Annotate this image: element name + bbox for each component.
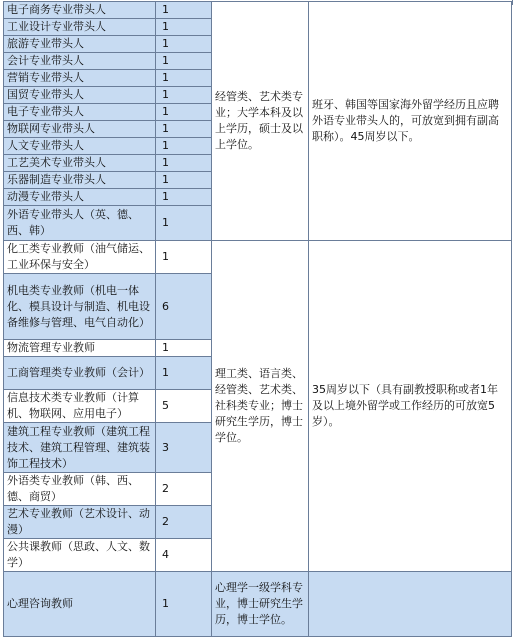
note-cell: 班牙、韩国等国家海外留学经历且应聘外语专业带头人的，可放宽到拥有副高职称）。45周岁以下。 [309,2,512,241]
count-cell: 5 [156,390,212,423]
table-row [4,2,512,19]
position-cell: 旅游专业带头人 [4,36,156,53]
count-cell: 1 [156,121,212,138]
count-cell: 1 [156,206,212,241]
position-cell: 信息技术类专业教师（计算机、物联网、应用电子） [4,390,156,423]
position-cell: 营销专业带头人 [4,70,156,87]
position-cell: 物联网专业带头人 [4,121,156,138]
count-cell: 1 [156,357,212,390]
table-row [4,572,512,637]
requirement-cell: 经管类、艺术类专业；大学本科及以上学历，硕士及以上学位。 [212,2,309,241]
count-cell: 1 [156,36,212,53]
count-cell: 1 [156,104,212,121]
count-cell: 1 [156,87,212,104]
position-cell: 工商管理类专业教师（会计） [4,357,156,390]
count-cell: 1 [156,172,212,189]
count-cell: 1 [156,155,212,172]
count-cell: 1 [156,189,212,206]
count-cell: 1 [156,340,212,357]
position-cell: 动漫专业带头人 [4,189,156,206]
note-cell: 35周岁以下（具有副教授职称或者1年及以上境外留学或工作经历的可放宽5岁）。 [309,241,512,572]
count-cell: 1 [156,19,212,36]
count-cell: 2 [156,473,212,506]
count-cell: 3 [156,423,212,473]
note-cell-empty [309,572,512,637]
count-cell: 1 [156,572,212,637]
table-row [4,241,512,274]
requirement-cell: 理工类、语言类、经管类、艺术类、社科类专业；博士研究生学历，博士学位。 [212,241,309,572]
position-cell: 建筑工程专业教师（建筑工程技术、建筑工程管理、建筑装饰工程技术） [4,423,156,473]
position-cell: 化工类专业教师（油气储运、工业环保与安全） [4,241,156,274]
position-cell: 艺术专业教师（艺术设计、动漫） [4,506,156,539]
position-cell: 物流管理专业教师 [4,340,156,357]
position-cell: 国贸专业带头人 [4,87,156,104]
position-cell: 乐器制造专业带头人 [4,172,156,189]
position-cell: 工业设计专业带头人 [4,19,156,36]
count-cell: 2 [156,506,212,539]
position-cell: 外语专业带头人（英、德、西、韩） [4,206,156,241]
recruitment-table [3,1,512,637]
position-cell: 机电类专业教师（机电一体化、模具设计与制造、机电设备维修与管理、电气自动化） [4,274,156,340]
count-cell: 1 [156,241,212,274]
position-cell: 外语类专业教师（韩、西、德、商贸） [4,473,156,506]
position-cell: 心理咨询教师 [4,572,156,637]
count-cell: 1 [156,2,212,19]
position-cell: 公共课教师（思政、人文、数学） [4,539,156,572]
count-cell: 1 [156,70,212,87]
count-cell: 1 [156,138,212,155]
count-cell: 6 [156,274,212,340]
requirement-cell: 心理学一级学科专业，博士研究生学历，博士学位。 [212,572,309,637]
count-cell: 4 [156,539,212,572]
position-cell: 电子商务专业带头人 [4,2,156,19]
count-cell: 1 [156,53,212,70]
position-cell: 会计专业带头人 [4,53,156,70]
position-cell: 人文专业带头人 [4,138,156,155]
position-cell: 工艺美术专业带头人 [4,155,156,172]
position-cell: 电子专业带头人 [4,104,156,121]
